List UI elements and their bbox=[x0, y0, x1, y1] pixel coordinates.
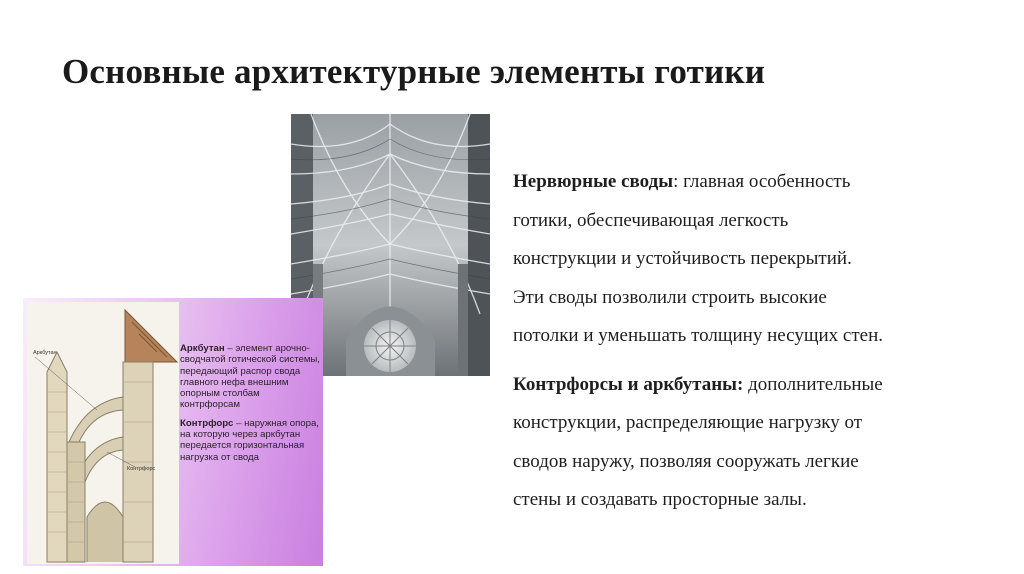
ribbed-vault-line-2: готики, обеспечивающая легкость bbox=[513, 209, 789, 231]
ribbed-vault-paragraph bbox=[513, 163, 983, 356]
ribbed-vault-line-3: конструкции и устойчивость перекрытий. bbox=[513, 248, 852, 269]
ribbed-vault-line-5: потолки и уменьшать толщину несущих стен. bbox=[513, 325, 883, 346]
buttresses-paragraph bbox=[513, 366, 983, 520]
label-kontrfors: Контрфорс bbox=[127, 466, 156, 472]
description-text bbox=[513, 163, 983, 530]
buttress-drawing bbox=[27, 302, 179, 564]
buttresses-line-1 bbox=[513, 366, 983, 405]
buttresses-line-2: конструкции, распределяющие нагрузку от bbox=[513, 412, 863, 433]
arkbutan-term: Аркбутан bbox=[180, 343, 225, 354]
arkbutan-text: – элемент арочно-сводчатой готической системы, передающий распор свода главного нефа внешним опорным столбам контрфорсам bbox=[180, 343, 320, 411]
ribbed-vault-line-4: Эти своды позволили строить высокие bbox=[513, 286, 827, 308]
buttresses-line-3: сводов наружу, позволяя сооружать легкие bbox=[513, 450, 859, 472]
illustration-caption bbox=[180, 343, 322, 470]
buttresses-line-4: стены и создавать просторные залы. bbox=[513, 489, 807, 510]
buttresses-text-0: дополнительные bbox=[743, 373, 883, 395]
ribbed-vault-line-1 bbox=[513, 163, 983, 202]
label-arkbutan: Аркбутан bbox=[33, 350, 57, 356]
arkbutan-definition bbox=[180, 343, 322, 411]
kontrfors-text: – наружная опора, на которую через аркбутан передается горизонтальная нагрузка от свода bbox=[180, 417, 319, 463]
slide-title: Основные архитектурные элементы готики bbox=[62, 52, 766, 91]
ribbed-vault-term: Нервюрные своды bbox=[513, 171, 674, 192]
flying-buttress-illustration bbox=[23, 298, 323, 566]
ribbed-vault-text-0: : главная особенность bbox=[673, 171, 851, 192]
buttresses-term: Контрфорсы и аркбутаны: bbox=[513, 373, 744, 395]
kontrfors-term: Контрфорс bbox=[180, 417, 234, 429]
kontrfors-definition bbox=[180, 418, 322, 463]
